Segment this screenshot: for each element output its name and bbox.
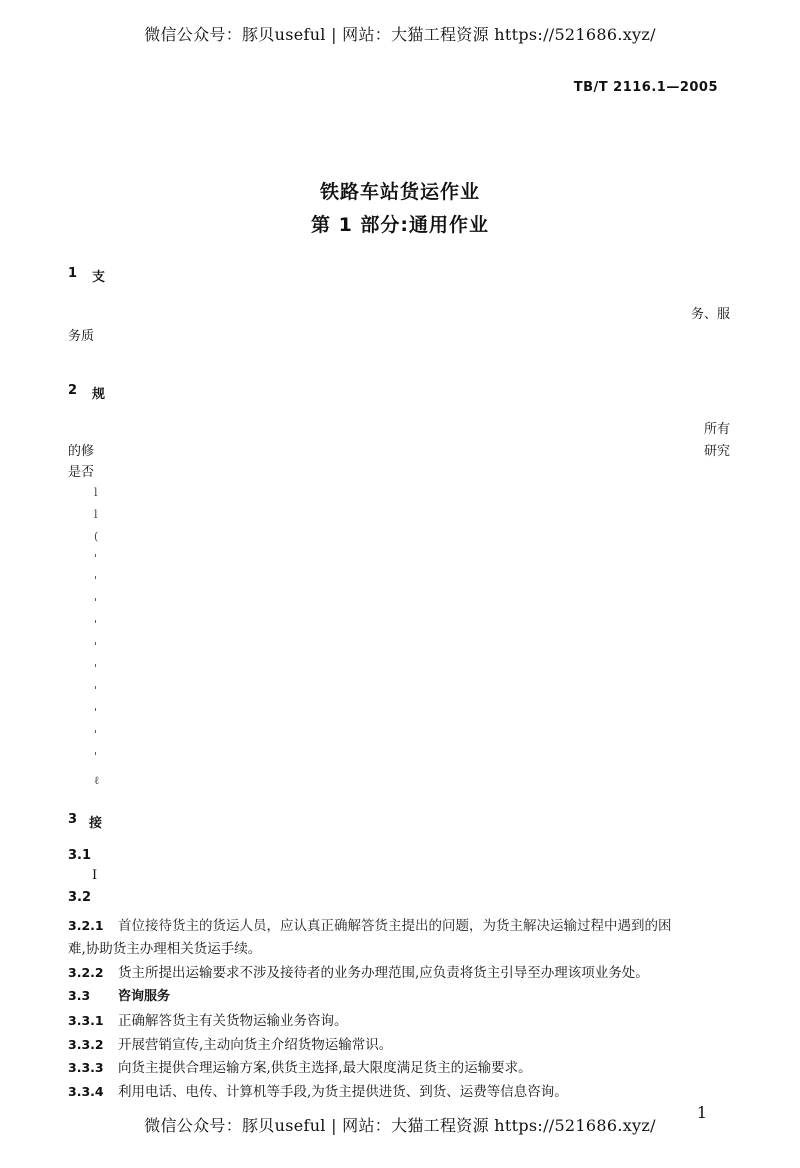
section-2-number: 2 <box>68 383 78 398</box>
text-fragment-right: 所有 <box>703 422 730 437</box>
clause-text: 利用电话、电传、计算机等手段,为货主提供进货、到货、运费等信息咨询。 <box>118 1084 568 1100</box>
section-2-heading-fragment: 规 <box>92 387 106 402</box>
section-3-heading-fragment: 接 <box>89 816 103 831</box>
clause-text: 向货主提供合理运输方案,供货主选择,最大限度满足货主的运输要求。 <box>118 1060 532 1076</box>
clause-text: 正确解答货主有关货物运输业务咨询。 <box>118 1013 348 1029</box>
section-3-1-number: 3.1 <box>68 848 92 863</box>
clause-3-3-1 <box>68 1009 348 1029</box>
stray-mark: ' <box>94 728 98 741</box>
clause-text: 难,协助货主办理相关货运手续。 <box>68 941 262 957</box>
clause-3-2-2 <box>68 961 649 981</box>
section-1-heading-fragment: 支 <box>92 270 106 285</box>
section-3-2-number: 3.2 <box>68 890 92 905</box>
stray-mark: I <box>92 868 98 883</box>
clause-text: 货主所提出运输要求不涉及接待者的业务办理范围,应负责将货主引导至办理该项业务处。 <box>118 965 649 981</box>
clause-number: 3.2.1 <box>68 918 104 933</box>
watermark-bottom: 微信公众号：豚贝useful | 网站：大猫工程资源 https://521686.xyz/ <box>144 1116 656 1135</box>
section-3-number: 3 <box>68 812 78 827</box>
text-fragment-right: 研究 <box>703 444 730 459</box>
clause-3-3-4 <box>68 1080 568 1100</box>
stray-mark: ' <box>94 552 98 565</box>
clause-text: 开展营销宣传,主动向货主介绍货物运输常识。 <box>118 1037 393 1053</box>
stray-mark: ' <box>94 662 98 675</box>
watermark-top: 微信公众号：豚贝useful | 网站：大猫工程资源 https://521686.xyz/ <box>144 25 656 44</box>
clause-3-3-2 <box>68 1033 392 1053</box>
clause-text: 首位接待货主的货运人员，应认真正确解答货主提出的问题，为货主解决运输过程中遇到的困 <box>118 918 672 934</box>
clause-number: 3.2.2 <box>68 965 104 980</box>
section-1-number: 1 <box>68 266 78 281</box>
stray-mark: ' <box>94 640 98 653</box>
stray-mark: l <box>94 486 98 499</box>
stray-mark: ℓ <box>94 774 100 787</box>
clause-heading: 咨询服务 <box>118 989 171 1004</box>
page-number: 1 <box>696 1103 707 1122</box>
body-line <box>68 937 261 957</box>
document-subtitle: 第 1 部分:通用作业 <box>310 214 490 236</box>
text-fragment-left: 务质 <box>68 329 95 344</box>
stray-mark: ' <box>94 706 98 719</box>
stray-mark: ' <box>94 596 98 609</box>
stray-mark: ' <box>94 750 98 763</box>
clause-3-2-1 <box>68 914 672 934</box>
document-title: 铁路车站货运作业 <box>319 181 480 203</box>
section-3-3-heading <box>68 985 170 1004</box>
text-fragment-left: 是否 <box>68 465 95 480</box>
clause-3-3-3 <box>68 1056 532 1076</box>
standard-id: TB/T 2116.1—2005 <box>573 80 718 95</box>
stray-mark: ' <box>94 618 98 631</box>
stray-mark: ' <box>94 574 98 587</box>
stray-mark: ( <box>94 530 99 543</box>
stray-mark: l <box>94 508 98 521</box>
stray-mark: ' <box>94 684 98 697</box>
clause-number: 3.3.4 <box>68 1084 104 1099</box>
text-fragment-right: 务、服 <box>690 307 730 322</box>
clause-number: 3.3 <box>68 988 91 1003</box>
text-fragment-left: 的修 <box>68 444 95 459</box>
clause-number: 3.3.1 <box>68 1013 104 1028</box>
clause-number: 3.3.3 <box>68 1060 104 1075</box>
clause-number: 3.3.2 <box>68 1037 104 1052</box>
